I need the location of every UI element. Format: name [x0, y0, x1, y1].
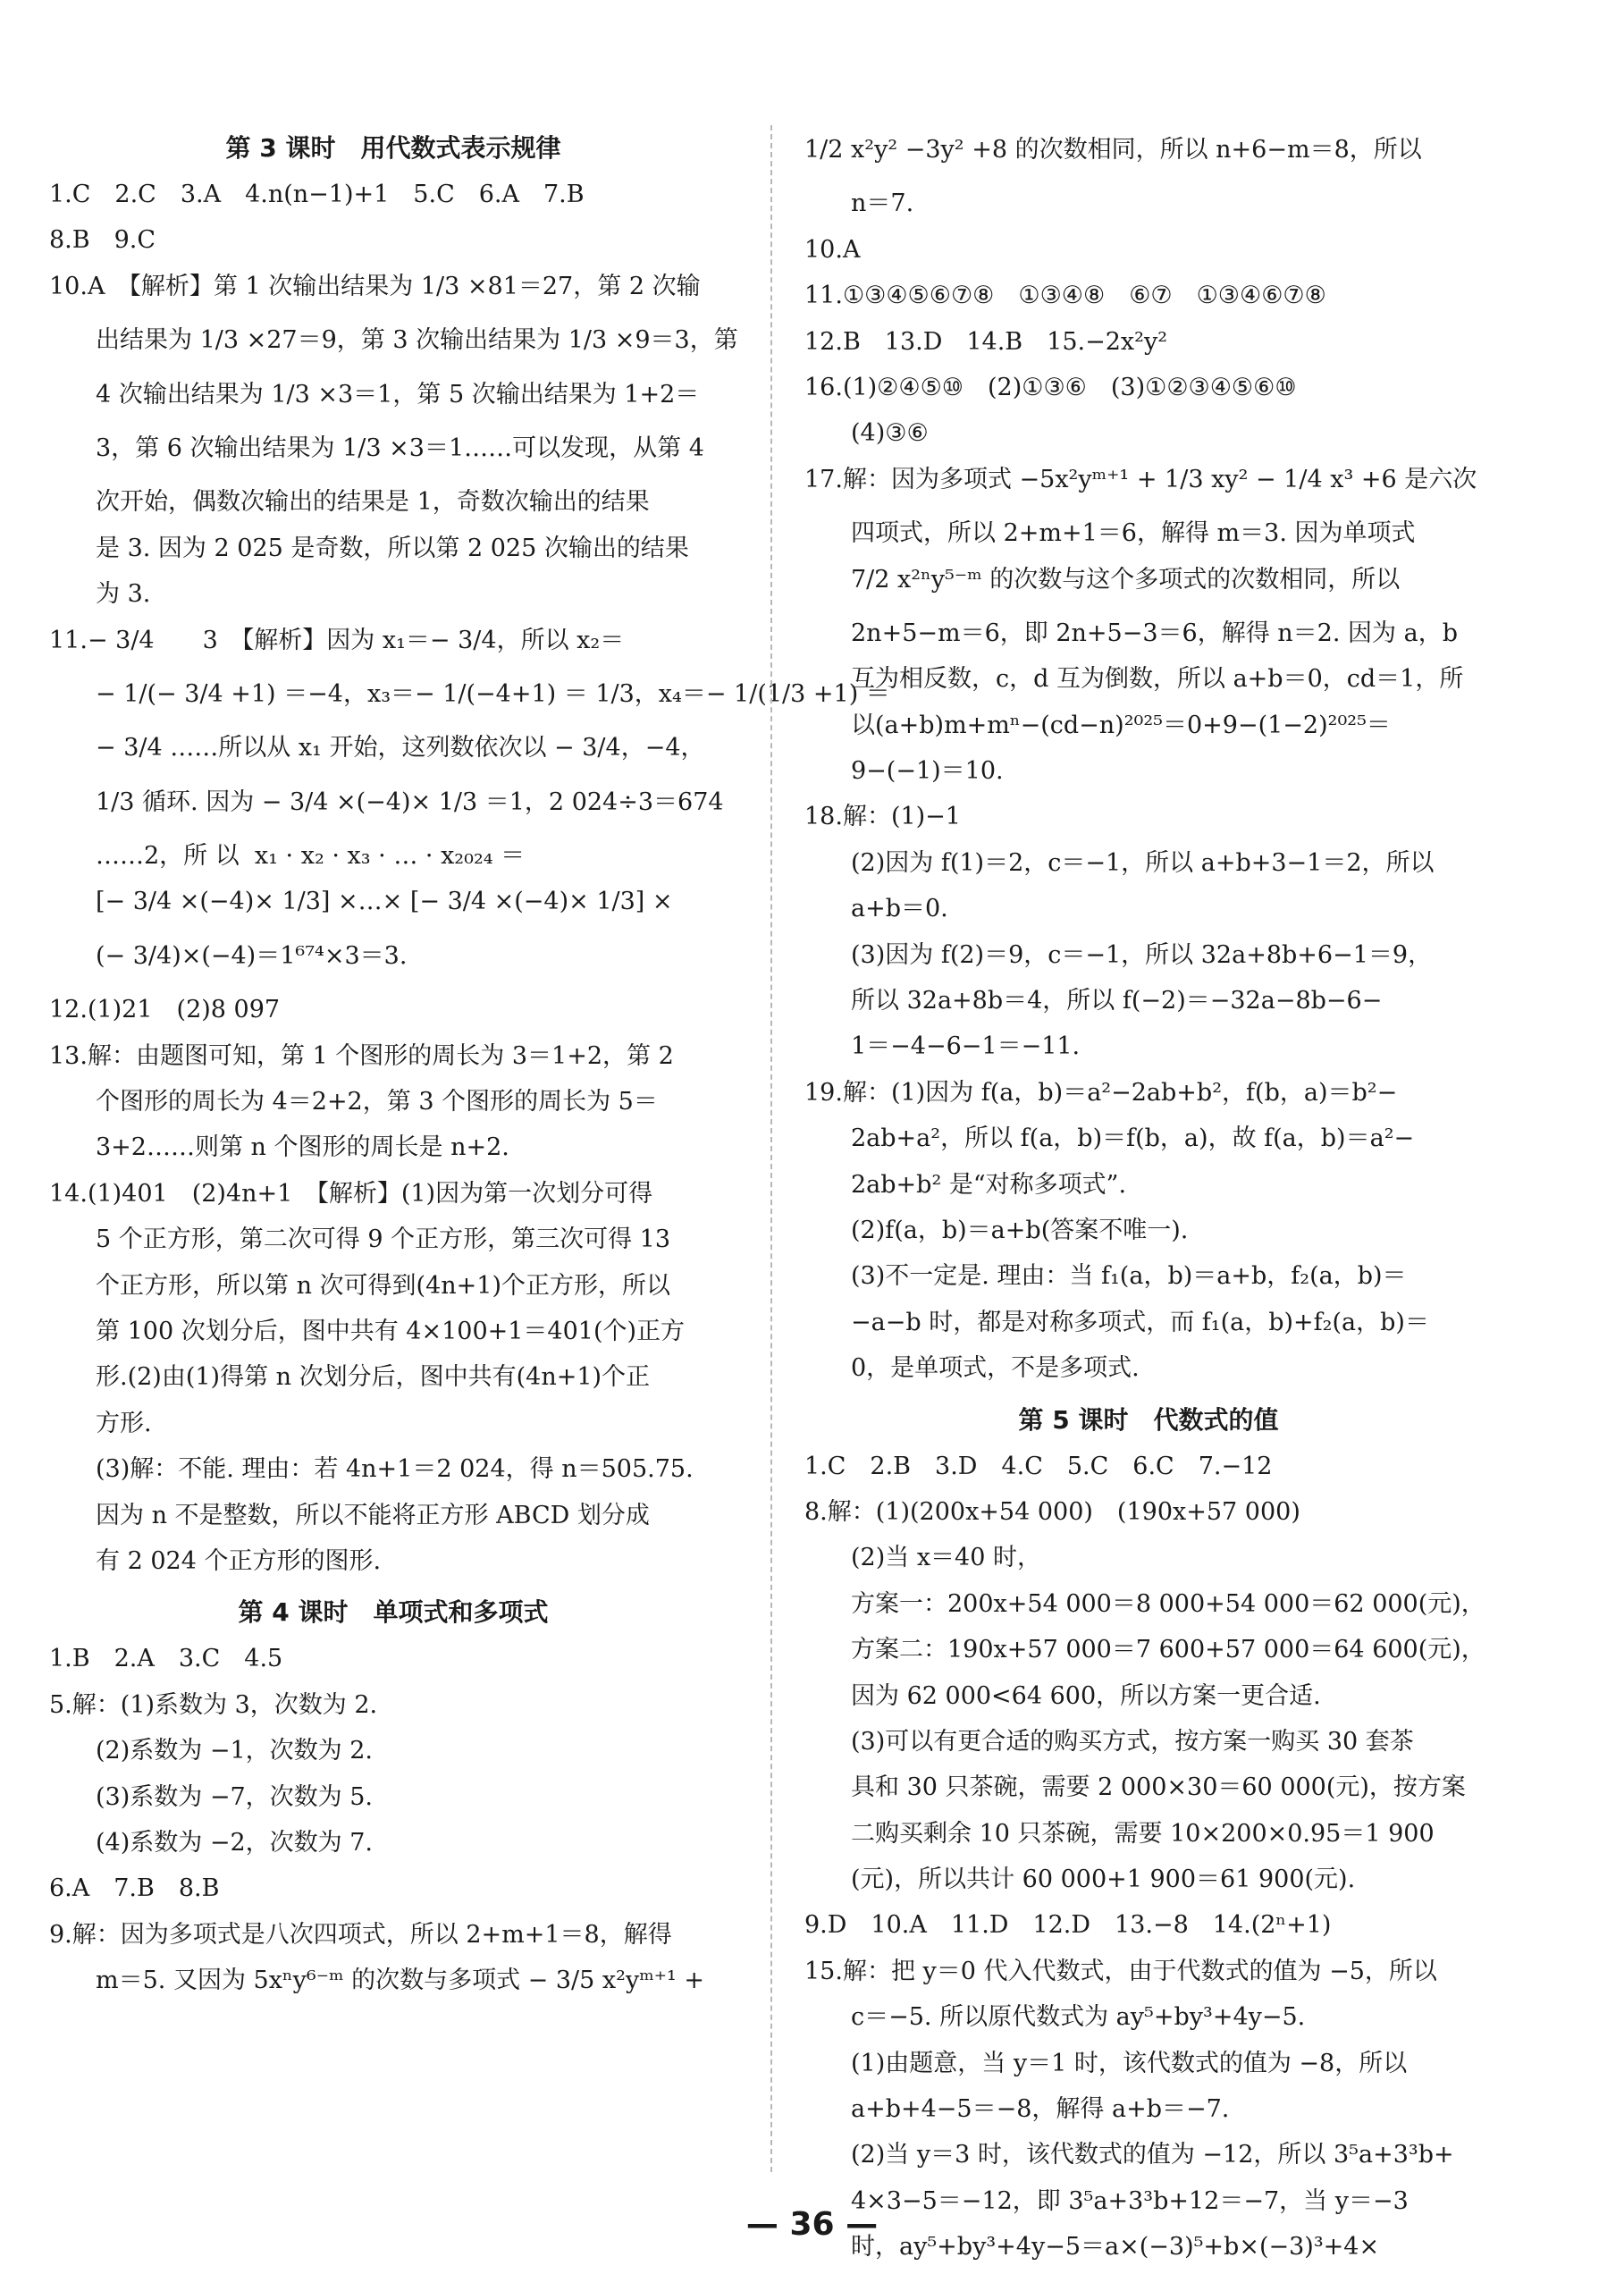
answer-line: 有 2 024 个正方形的图形. [96, 1546, 382, 1575]
answer-line: 因为 n 不是整数，所以不能将正方形 ABCD 划分成 [96, 1501, 650, 1529]
section-title-lesson-4: 第 4 课时 单项式和多项式 [238, 1597, 549, 1628]
answer-line: 1＝−4−6−1＝−11. [851, 1032, 1081, 1061]
answer-line: 9.解：因为多项式是八次四项式，所以 2+m+1＝8，解得 [49, 1920, 672, 1949]
right-column [804, 125, 1493, 2279]
answer-line: (4)系数为 −2，次数为 7. [96, 1828, 373, 1857]
answer-line: (− 3/4)×(−4)＝1⁶⁷⁴×3＝3. [96, 941, 408, 970]
answer-line: 9−(−1)＝10. [851, 757, 1004, 786]
answer-line: 16.(1)②④⑤⑩ (2)①③⑥ (3)①②③④⑤⑥⑩ [804, 373, 1297, 401]
answer-line: 12.B 13.D 14.B 15.−2x²y² [804, 327, 1168, 356]
lesson-5-answers [804, 1453, 1493, 2262]
answer-line: (2)当 x＝40 时， [851, 1544, 1041, 1572]
answer-line: 为 3. [96, 580, 151, 609]
section-title-lesson-3: 第 3 课时 用代数式表示规律 [225, 133, 561, 163]
answer-line: 18.解：(1)−1 [804, 803, 961, 831]
answer-line: 所以 32a+8b＝4，所以 f(−2)＝−32a−8b−6− [851, 987, 1383, 1015]
answer-line: 二购买剩余 10 只茶碗，需要 10×200×0.95＝1 900 [851, 1819, 1435, 1848]
answer-line: −a−b 时，都是对称多项式，而 f₁(a，b)+f₂(a，b)＝ [851, 1308, 1429, 1336]
answer-line: 7/2 x²ⁿy⁵⁻ᵐ 的次数与这个多项式的次数相同，所以 [851, 565, 1401, 594]
answer-line: 方案二：190x+57 000＝7 600+57 000＝64 600(元)， [851, 1636, 1485, 1664]
column-divider [770, 125, 772, 2172]
answer-line: 具和 30 只茶碗，需要 2 000×30＝60 000(元)，按方案 [851, 1773, 1466, 1802]
answer-line: 12.(1)21 (2)8 097 [49, 996, 281, 1024]
answer-line: 1/3 循环. 因为 − 3/4 ×(−4)× 1/3 ＝1，2 024÷3＝674 [96, 788, 724, 816]
answer-line: 1.C 2.B 3.D 4.C 5.C 6.C 7.−12 [804, 1452, 1273, 1480]
answer-line: (2)因为 f(1)＝2，c＝−1，所以 a+b+3−1＝2，所以 [851, 848, 1435, 877]
answer-line: 2n+5−m＝6，即 2n+5−3＝6，解得 n＝2. 因为 a，b [851, 619, 1458, 647]
answer-line: (3)解：不能. 理由：若 4n+1＝2 024，得 n＝505.75. [96, 1455, 694, 1484]
answer-line: 0，是单项式，不是多项式. [851, 1354, 1140, 1383]
answer-line: 以(a+b)m+mⁿ−(cd−n)²⁰²⁵＝0+9−(1−2)²⁰²⁵＝ [851, 711, 1391, 739]
answer-line: 形.(2)由(1)得第 n 次划分后，图中共有(4n+1)个正 [96, 1363, 651, 1392]
answer-line: 6.A 7.B 8.B [49, 1874, 220, 1903]
answer-line: 1/2 x²y² −3y² +8 的次数相同，所以 n+6−m＝8，所以 [804, 136, 1422, 164]
answer-line: (元)，所以共计 60 000+1 900＝61 900(元). [851, 1866, 1356, 1894]
answer-line: 个正方形，所以第 n 次可得到(4n+1)个正方形，所以 [96, 1271, 670, 1300]
answer-line: 次开始，偶数次输出的结果是 1，奇数次输出的结果 [96, 488, 650, 517]
answer-line: 方案一：200x+54 000＝8 000+54 000＝62 000(元)， [851, 1589, 1485, 1618]
answer-line: 13.解：由题图可知，第 1 个图形的周长为 3＝1+2，第 2 [49, 1041, 674, 1070]
answer-line: 14.(1)401 (2)4n+1 【解析】(1)因为第一次划分可得 [49, 1179, 653, 1208]
answer-line: 15.解：把 y＝0 代入代数式，由于代数式的值为 −5，所以 [804, 1957, 1437, 1985]
answer-line: 4×3−5＝−12，即 3⁵a+3³b+12＝−7，当 y＝−3 [851, 2186, 1409, 2215]
answer-line: m＝5. 又因为 5xⁿy⁶⁻ᵐ 的次数与多项式 − 3/5 x²yᵐ⁺¹ + [96, 1967, 705, 1995]
answer-line: (2)当 y＝3 时，该代数式的值为 −12，所以 3⁵a+3³b+ [851, 2141, 1454, 2169]
answer-line: (3)系数为 −7，次数为 5. [96, 1782, 373, 1811]
answer-line: 1.B 2.A 3.C 4.5 [49, 1645, 283, 1673]
answer-line: 19.解：(1)因为 f(a，b)＝a²−2ab+b²，f(b，a)＝b²− [804, 1078, 1398, 1107]
answer-line: 8.解：(1)(200x+54 000) (190x+57 000) [804, 1497, 1300, 1526]
answer-line: 3，第 6 次输出结果为 1/3 ×3＝1……可以发现，从第 4 [96, 434, 704, 462]
section-title-lesson-5: 第 5 课时 代数式的值 [1018, 1404, 1279, 1435]
answer-line: 5 个正方形，第二次可得 9 个正方形，第三次可得 13 [96, 1226, 671, 1254]
answer-line: − 3/4 ……所以从 x₁ 开始，这列数依次以 − 3/4，−4， [96, 734, 705, 762]
answer-line: 第 100 次划分后，图中共有 4×100+1＝401(个)正方 [96, 1317, 686, 1345]
answer-line: 4 次输出结果为 1/3 ×3＝1，第 5 次输出结果为 1+2＝ [96, 380, 700, 409]
answer-line: 8.B 9.C [49, 226, 156, 255]
answer-line: 9.D 10.A 11.D 12.D 13.−8 14.(2ⁿ+1) [804, 1911, 1332, 1940]
answer-line: (3)可以有更合适的购买方式，按方案一购买 30 套茶 [851, 1727, 1414, 1756]
answer-line: 2ab+b² 是“对称多项式”. [851, 1170, 1127, 1199]
answer-line: (3)不一定是. 理由：当 f₁(a，b)＝a+b，f₂(a，b)＝ [851, 1262, 1407, 1291]
answer-line: ……2，所 以 x₁ · x₂ · x₃ · … · x₂₀₂₄ ＝ [96, 842, 526, 871]
answer-line: − 1/(− 3/4 +1) ＝−4，x₃＝− 1/(−4+1) ＝ 1/3，x₄＝− 1/(1/3 +1) ＝ [96, 679, 890, 708]
answer-line: 方形. [96, 1409, 152, 1437]
answer-line: a+b+4−5＝−8，解得 a+b＝−7. [851, 2095, 1230, 2124]
answer-line: 是 3. 因为 2 025 是奇数，所以第 2 025 次输出的结果 [96, 534, 689, 562]
answer-line: (2)f(a，b)＝a+b(答案不唯一). [851, 1216, 1189, 1244]
answer-line: c＝−5. 所以原代数式为 ay⁵+by³+4y−5. [851, 2003, 1306, 2032]
answer-line: 17.解：因为多项式 −5x²yᵐ⁺¹ + 1/3 xy² − 1/4 x³ +6 是六次 [804, 465, 1477, 493]
answer-line: (1)由题意，当 y＝1 时，该代数式的值为 −8，所以 [851, 2049, 1408, 2077]
answer-line: 1.C 2.C 3.A 4.n(n−1)+1 5.C 6.A 7.B [49, 181, 585, 208]
answer-line: [− 3/4 ×(−4)× 1/3] ×…× [− 3/4 ×(−4)× 1/3] × [96, 888, 673, 916]
page-number: — 36 — [745, 2206, 879, 2243]
answer-line: 因为 62 000<64 600，所以方案一更合适. [851, 1681, 1321, 1710]
answer-line: 5.解：(1)系数为 3，次数为 2. [49, 1690, 378, 1719]
lesson-4-answers [49, 1645, 737, 1995]
answer-line: 时，ay⁵+by³+4y−5＝a×(−3)⁵+b×(−3)³+4× [851, 2233, 1380, 2262]
answer-line: 11.①③④⑤⑥⑦⑧ ①③④⑧ ⑥⑦ ①③④⑥⑦⑧ [804, 282, 1326, 310]
answer-line: 2ab+a²，所以 f(a，b)＝f(b，a)，故 f(a，b)＝a²− [851, 1124, 1415, 1153]
answer-line: 10.A 【解析】第 1 次输出结果为 1/3 ×81＝27，第 2 次输 [49, 272, 701, 300]
answer-line: 出结果为 1/3 ×27＝9，第 3 次输出结果为 1/3 ×9＝3，第 [96, 326, 738, 355]
answer-line: 11.− 3/4 3 【解析】因为 x₁＝− 3/4，所以 x₂＝ [49, 626, 625, 654]
answer-line: 互为相反数，c，d 互为倒数，所以 a+b＝0，cd＝1，所 [851, 665, 1464, 694]
answer-line: n＝7. [851, 190, 914, 218]
answer-line: 个图形的周长为 4＝2+2，第 3 个图形的周长为 5＝ [96, 1088, 658, 1116]
answer-line: 10.A [804, 235, 861, 264]
answer-line: (3)因为 f(2)＝9，c＝−1，所以 32a+8b+6−1＝9， [851, 940, 1433, 969]
answer-line: (2)系数为 −1，次数为 2. [96, 1737, 373, 1765]
answer-line: a+b＝0. [851, 895, 948, 923]
answer-line: 四项式，所以 2+m+1＝6，解得 m＝3. 因为单项式 [851, 519, 1416, 548]
answer-line: (4)③⑥ [851, 419, 929, 448]
answer-line: 3+2……则第 n 个图形的周长是 n+2. [96, 1133, 509, 1162]
lesson-4-answers-continued [804, 136, 1493, 1384]
